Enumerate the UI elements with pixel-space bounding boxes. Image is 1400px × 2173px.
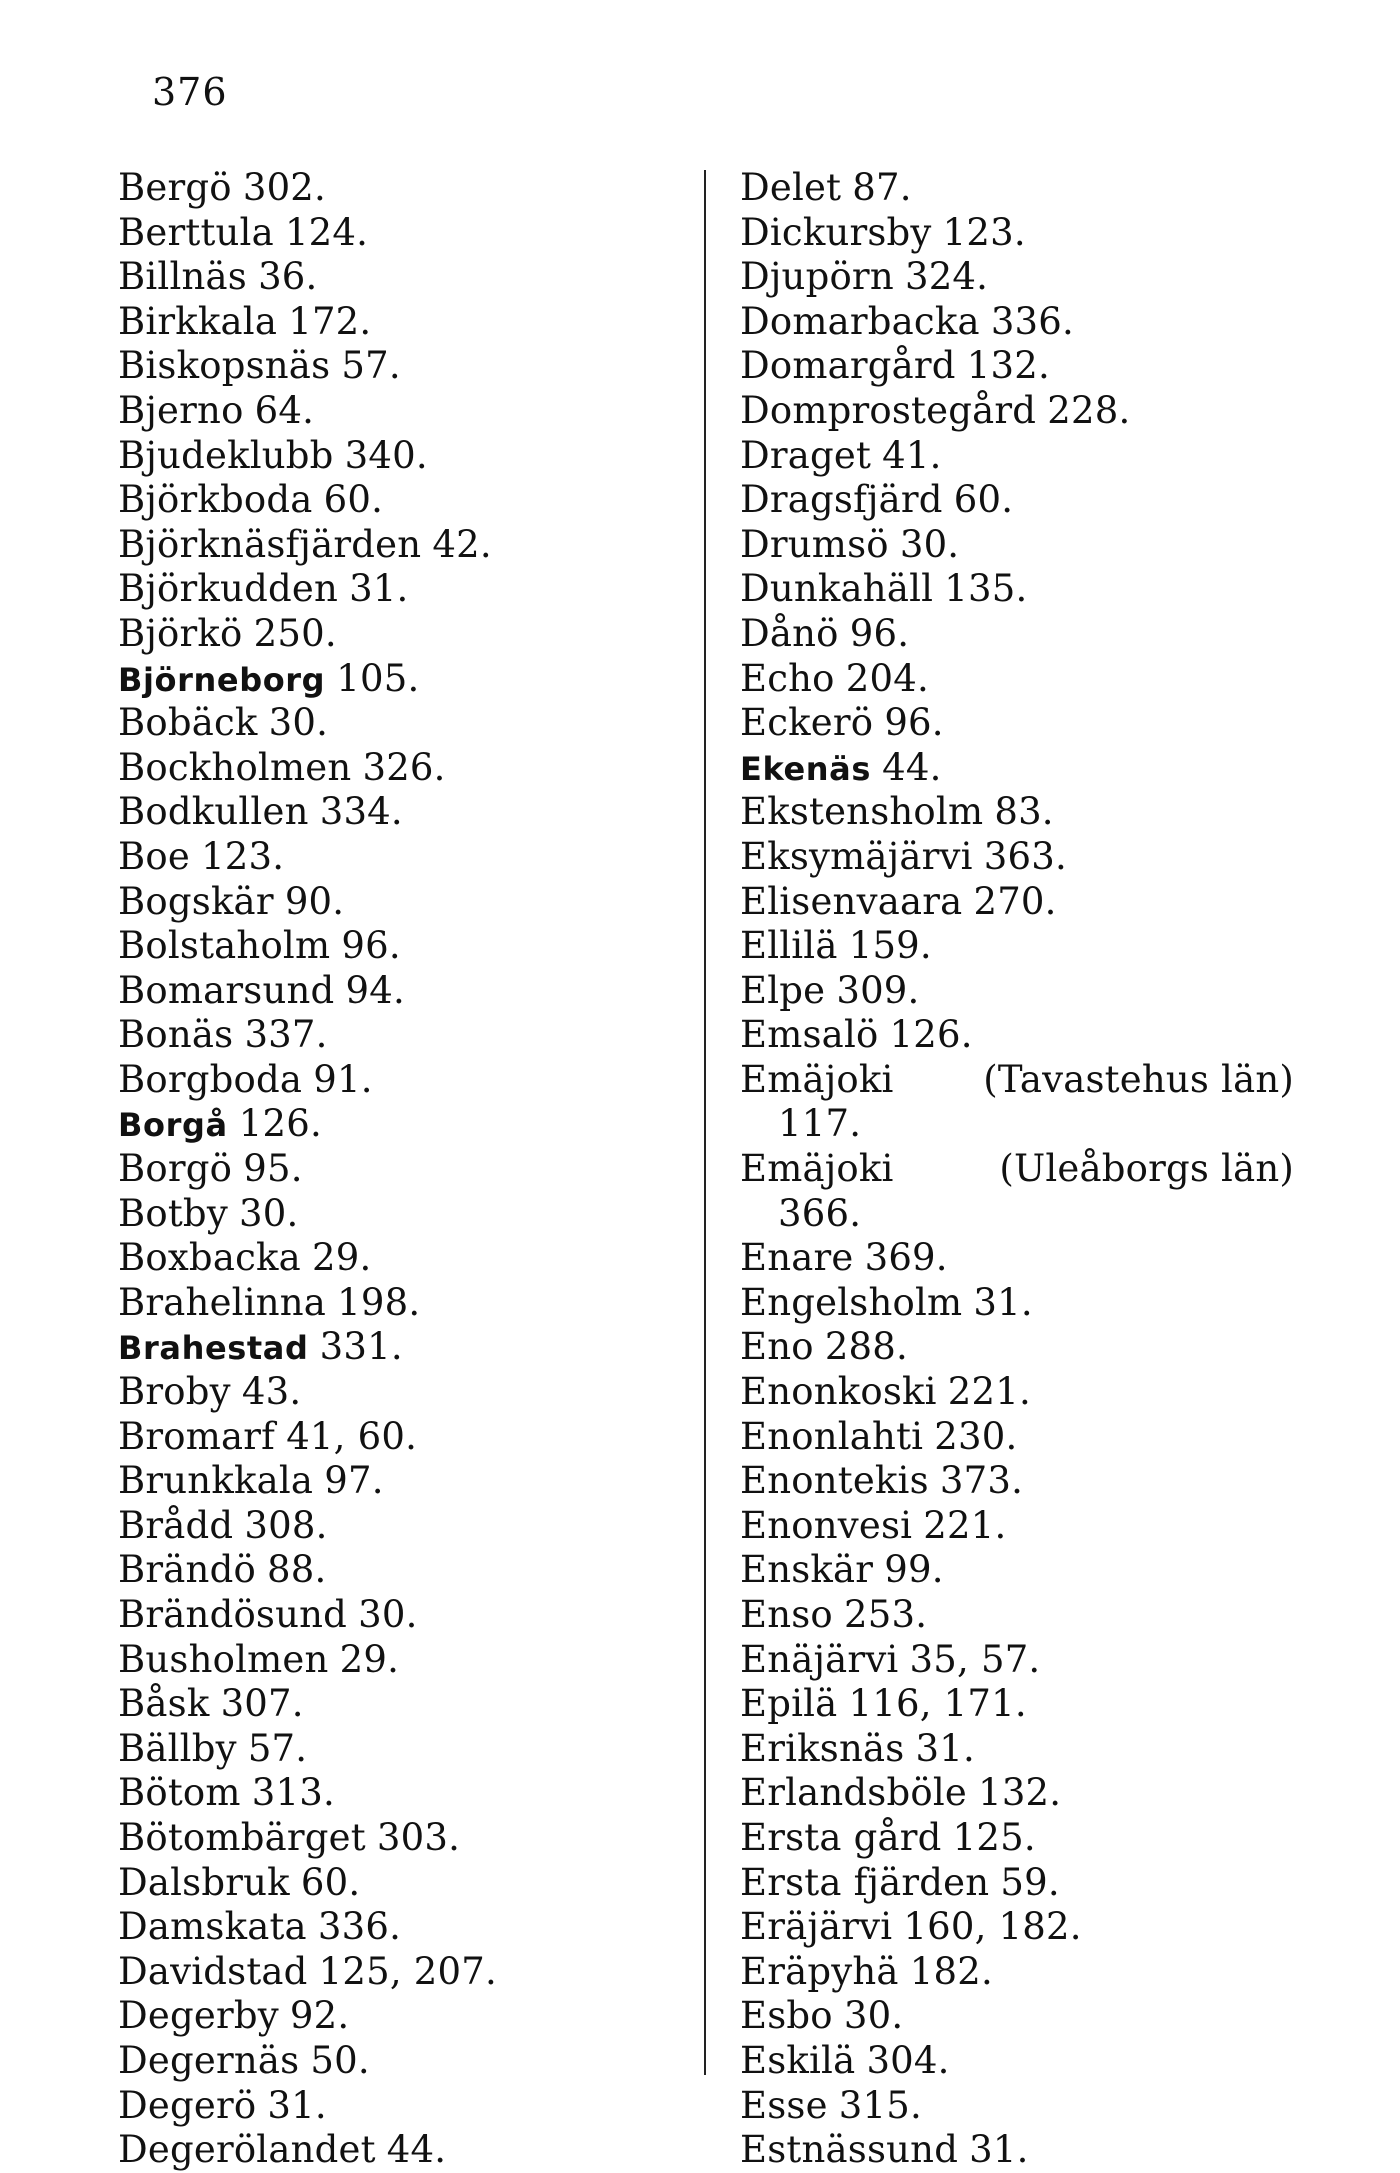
place-name: Bogskär xyxy=(118,879,274,923)
place-name: Bällby xyxy=(118,1726,237,1770)
page-references: 373. xyxy=(939,1459,1024,1503)
place-name: Busholmen xyxy=(118,1637,329,1681)
place-name: Degernäs xyxy=(118,2038,300,2082)
index-entry xyxy=(118,478,678,523)
index-entry xyxy=(118,1147,678,1192)
page-references: 50. xyxy=(310,2038,370,2082)
index-entry xyxy=(740,1861,1300,1906)
place-name: Draget xyxy=(740,433,872,477)
place-name: Billnäs xyxy=(118,255,247,299)
place-name: Brådd xyxy=(118,1503,234,1547)
page-references: 42. xyxy=(432,522,492,566)
page-references: 308. xyxy=(244,1503,328,1547)
place-name: Björkö xyxy=(118,611,243,655)
page-references: 60. xyxy=(300,1860,361,1904)
place-name: 366. xyxy=(778,1191,862,1235)
place-name: Boxbacka xyxy=(118,1236,301,1280)
place-name: Emsalö xyxy=(740,1013,879,1057)
place-name: Enonkoski xyxy=(740,1370,937,1414)
place-name: Domarbacka xyxy=(740,299,980,343)
place-name: Eckerö xyxy=(740,701,874,745)
page-references: 125. xyxy=(952,1815,1036,1859)
page-references: 83. xyxy=(994,790,1054,834)
page-references: 105. xyxy=(336,656,420,700)
place-name: Bötombärget xyxy=(118,1815,366,1859)
place-name: Ersta fjärden xyxy=(740,1860,990,1904)
place-name: Borgå xyxy=(118,1106,228,1145)
index-entry xyxy=(118,1638,678,1683)
place-name: Elisenvaara xyxy=(740,879,963,923)
index-entry xyxy=(740,1593,1300,1638)
index-entry xyxy=(740,478,1300,523)
place-name: Eksymäjärvi xyxy=(740,834,973,878)
index-entry xyxy=(740,880,1300,925)
place-name: Dunkahäll xyxy=(740,567,934,611)
place-name: Dragsfjärd xyxy=(740,478,943,522)
place-name: Elpe xyxy=(740,968,826,1012)
index-entry xyxy=(118,2084,678,2129)
index-entry xyxy=(740,1771,1300,1816)
index-entry xyxy=(118,1994,678,2039)
page-references: 96. xyxy=(341,924,401,968)
place-name: Delet xyxy=(740,166,842,209)
page-references: 57. xyxy=(247,1726,308,1770)
page-references: 123. xyxy=(201,834,285,878)
index-entry xyxy=(118,880,678,925)
page-references: 336. xyxy=(990,299,1074,343)
index-entry xyxy=(118,612,678,657)
page-references: 307. xyxy=(220,1682,304,1726)
place-name: Eno xyxy=(740,1325,814,1369)
page-number: 376 xyxy=(152,70,228,114)
page-references: 91. xyxy=(313,1057,373,1101)
index-entry xyxy=(118,1727,678,1772)
index-entry xyxy=(118,1950,678,1995)
place-name: Enäjärvi xyxy=(740,1637,899,1681)
place-name: Bergö xyxy=(118,166,232,209)
index-entry xyxy=(118,567,678,612)
index-entry xyxy=(118,1905,678,1950)
place-name: Ersta gård xyxy=(740,1815,942,1859)
index-entry xyxy=(118,389,678,434)
index-entry xyxy=(740,1994,1300,2039)
index-entry xyxy=(118,300,678,345)
page-references: 43. xyxy=(241,1370,302,1414)
index-entry xyxy=(118,1593,678,1638)
page-references: 124. xyxy=(284,210,369,254)
place-name: Enontekis xyxy=(740,1459,929,1503)
page-references: 35, 57. xyxy=(909,1637,1041,1681)
place-name: Engelsholm xyxy=(740,1280,963,1324)
place-name: Björknäsfjärden xyxy=(118,522,422,566)
page-references: 369. xyxy=(864,1236,948,1280)
place-name: Enso xyxy=(740,1593,833,1636)
place-name: Bockholmen xyxy=(118,745,352,789)
place-name: Emäjoki xyxy=(740,1057,894,1101)
page-references: 172. xyxy=(288,299,372,343)
index-entry xyxy=(118,835,678,880)
index-entry xyxy=(740,344,1300,389)
page-references: 198. xyxy=(337,1280,421,1324)
page-references: 99. xyxy=(884,1548,944,1592)
place-name: Djupörn xyxy=(740,255,894,299)
page-references: 60. xyxy=(323,478,384,522)
index-entry xyxy=(740,746,1300,791)
index-entry xyxy=(740,1638,1300,1683)
index-entry xyxy=(118,2128,678,2173)
index-entry xyxy=(740,1236,1300,1281)
page-references: 41, 60. xyxy=(286,1414,418,1458)
page-references: 59. xyxy=(1000,1860,1060,1904)
place-name: Enonvesi xyxy=(740,1503,913,1547)
place-name: Bomarsund xyxy=(118,968,335,1012)
page-references: 87. xyxy=(852,166,912,209)
place-name: Eriksnäs xyxy=(740,1726,905,1770)
page-references: 30. xyxy=(843,1994,904,2038)
page-references: 340. xyxy=(344,433,428,477)
index-entry xyxy=(740,434,1300,479)
page-references: 97. xyxy=(324,1459,384,1503)
index-entry xyxy=(740,211,1300,256)
page-references: 44. xyxy=(386,2128,447,2172)
page-references: 302. xyxy=(242,166,327,209)
page-references: 123. xyxy=(942,210,1026,254)
index-entry xyxy=(118,1192,678,1237)
place-name: 117. xyxy=(778,1102,862,1146)
index-entry xyxy=(118,924,678,969)
index-entry xyxy=(118,434,678,479)
page-references: 90. xyxy=(284,879,345,923)
index-entry xyxy=(118,1013,678,1058)
place-name: Davidstad xyxy=(118,1949,308,1993)
index-entry xyxy=(740,1192,1300,1237)
index-entry xyxy=(740,1950,1300,1995)
index-entry xyxy=(118,1281,678,1326)
index-entry xyxy=(740,2039,1300,2084)
index-entry xyxy=(740,1102,1300,1147)
page-references: 44. xyxy=(882,745,942,789)
index-entry xyxy=(118,1058,678,1103)
column-divider xyxy=(704,170,706,2075)
page-references: 64. xyxy=(254,388,315,432)
page-references: 94. xyxy=(345,968,405,1012)
page-references: 132. xyxy=(978,1771,1062,1815)
place-name: Esbo xyxy=(740,1994,833,2038)
index-entry xyxy=(118,1325,678,1370)
place-name: Ekstensholm xyxy=(740,790,984,834)
place-name: Bodkullen xyxy=(118,790,309,834)
place-name: Berttula xyxy=(118,210,274,254)
place-name: Broby xyxy=(118,1370,231,1414)
index-entry xyxy=(118,1236,678,1281)
place-name: Bromarf xyxy=(118,1414,276,1458)
place-name: Drumsö xyxy=(740,522,889,566)
page-references: 31. xyxy=(915,1726,975,1770)
index-entry xyxy=(740,2084,1300,2129)
place-name: Damskata xyxy=(118,1905,307,1949)
place-name: Eräjärvi xyxy=(740,1905,893,1949)
place-name: Ekenäs xyxy=(740,749,872,788)
place-name: Botby xyxy=(118,1191,228,1235)
index-entry xyxy=(118,1771,678,1816)
place-name: Degerö xyxy=(118,2083,257,2127)
index-entry xyxy=(740,1905,1300,1950)
place-name: Dånö xyxy=(740,611,839,655)
page-references: 204. xyxy=(845,656,929,700)
index-entry xyxy=(740,1147,1300,1192)
index-entry xyxy=(740,2128,1300,2173)
place-name: Båsk xyxy=(118,1682,210,1726)
index-entry xyxy=(740,790,1300,835)
page-references: 313. xyxy=(251,1771,335,1815)
page-references: 31. xyxy=(267,2083,327,2127)
page-references: 132. xyxy=(966,344,1050,388)
place-name: Brahestad xyxy=(118,1329,309,1368)
index-entry xyxy=(118,1504,678,1549)
place-name: Bobäck xyxy=(118,701,258,745)
page-references: 125, 207. xyxy=(318,1949,497,1993)
index-entry xyxy=(118,701,678,746)
place-name: Boe xyxy=(118,834,190,878)
index-entry xyxy=(740,835,1300,880)
page-references: (Tavastehus län) xyxy=(983,1057,1294,1101)
page-references: 36. xyxy=(258,255,318,299)
index-entry xyxy=(740,567,1300,612)
index-entry xyxy=(118,790,678,835)
page-references: 60. xyxy=(953,478,1014,522)
index-entry xyxy=(118,1861,678,1906)
index-entry xyxy=(740,1325,1300,1370)
page-references: 30. xyxy=(899,522,960,566)
place-name: Estnässund xyxy=(740,2128,959,2172)
index-entry xyxy=(740,1504,1300,1549)
page-references: 31. xyxy=(973,1280,1033,1324)
page-references: 96. xyxy=(884,701,944,745)
place-name: Bjerno xyxy=(118,388,244,432)
place-name: Domprostegård xyxy=(740,388,1037,432)
index-entry xyxy=(118,746,678,791)
page-references: 135. xyxy=(944,567,1028,611)
place-name: Bötom xyxy=(118,1771,241,1815)
page-references: 88. xyxy=(267,1548,327,1592)
page-references: (Uleåborgs län) xyxy=(999,1147,1294,1191)
index-entry xyxy=(740,389,1300,434)
index-entry xyxy=(740,657,1300,702)
index-entry xyxy=(740,523,1300,568)
place-name: Bolstaholm xyxy=(118,924,331,968)
place-name: Brahelinna xyxy=(118,1280,327,1324)
index-entry xyxy=(740,1370,1300,1415)
page-references: 250. xyxy=(253,611,337,655)
index-entry xyxy=(118,1415,678,1460)
index-entry xyxy=(118,1548,678,1593)
right-index-column xyxy=(740,166,1300,2173)
index-entry xyxy=(740,969,1300,1014)
page-references: 288. xyxy=(824,1325,908,1369)
place-name: Erlandsböle xyxy=(740,1771,967,1815)
index-entry xyxy=(740,166,1300,211)
place-name: Dalsbruk xyxy=(118,1860,290,1904)
index-entry xyxy=(118,657,678,702)
page-references: 253. xyxy=(844,1593,928,1636)
page-references: 41. xyxy=(882,433,942,477)
index-entry xyxy=(740,1816,1300,1861)
page-references: 126. xyxy=(889,1013,973,1057)
index-entry xyxy=(740,1682,1300,1727)
page-references: 126. xyxy=(238,1102,322,1146)
index-entry xyxy=(118,211,678,256)
index-entry xyxy=(118,166,678,211)
place-name: Borgö xyxy=(118,1147,233,1191)
place-name: Degerölandet xyxy=(118,2128,376,2172)
page-references: 92. xyxy=(289,1994,350,2038)
index-entry xyxy=(118,1370,678,1415)
page-references: 30. xyxy=(268,701,329,745)
page-references: 96. xyxy=(849,611,910,655)
index-entry xyxy=(118,1682,678,1727)
page-references: 331. xyxy=(319,1325,403,1369)
page-references: 31. xyxy=(969,2128,1029,2172)
index-entry xyxy=(740,1058,1300,1103)
page-references: 31. xyxy=(349,567,409,611)
page-references: 336. xyxy=(317,1905,402,1949)
place-name: Ellilä xyxy=(740,924,838,968)
page-references: 309. xyxy=(836,968,920,1012)
page-references: 29. xyxy=(311,1236,372,1280)
page-references: 29. xyxy=(339,1637,400,1681)
index-entry xyxy=(740,1281,1300,1326)
place-name: Brändösund xyxy=(118,1593,348,1636)
index-entry xyxy=(740,1548,1300,1593)
page-references: 30. xyxy=(358,1593,418,1636)
index-entry xyxy=(118,1816,678,1861)
index-entry xyxy=(118,523,678,568)
place-name: Domargård xyxy=(740,344,956,388)
place-name: Degerby xyxy=(118,1994,279,2038)
index-entry xyxy=(740,1415,1300,1460)
page-references: 221. xyxy=(947,1370,1031,1414)
place-name: Esse xyxy=(740,2083,828,2127)
place-name: Bonäs xyxy=(118,1013,234,1057)
place-name: Enskär xyxy=(740,1548,874,1592)
left-index-column xyxy=(118,166,678,2173)
page-references: 363. xyxy=(983,834,1067,878)
place-name: Emäjoki xyxy=(740,1147,894,1191)
page-references: 182. xyxy=(909,1949,993,1993)
place-name: Birkkala xyxy=(118,299,278,343)
page-references: 30. xyxy=(239,1191,299,1235)
index-entry xyxy=(118,1459,678,1504)
index-entry xyxy=(740,1013,1300,1058)
index-entry xyxy=(118,255,678,300)
place-name: Bjudeklubb xyxy=(118,433,334,477)
page-references: 230. xyxy=(934,1414,1018,1458)
place-name: Brunkkala xyxy=(118,1459,314,1503)
index-entry xyxy=(118,1102,678,1147)
place-name: Björneborg xyxy=(118,660,326,699)
index-entry xyxy=(740,701,1300,746)
place-name: Björkboda xyxy=(118,478,313,522)
place-name: Brändö xyxy=(118,1548,256,1592)
place-name: Enonlahti xyxy=(740,1414,924,1458)
place-name: Epilä xyxy=(740,1682,838,1726)
index-entry xyxy=(740,255,1300,300)
page-references: 337. xyxy=(244,1013,328,1057)
page-references: 324. xyxy=(904,255,989,299)
index-entry xyxy=(118,344,678,389)
place-name: Borgboda xyxy=(118,1057,303,1101)
place-name: Echo xyxy=(740,656,835,700)
page-references: 160, 182. xyxy=(903,1905,1082,1949)
place-name: Dickursby xyxy=(740,210,932,254)
page-references: 326. xyxy=(362,745,446,789)
index-entry xyxy=(740,1459,1300,1504)
page-references: 159. xyxy=(848,924,932,968)
page-references: 57. xyxy=(341,344,401,388)
place-name: Eskilä xyxy=(740,2038,856,2082)
page-references: 334. xyxy=(319,790,403,834)
index-entry xyxy=(740,300,1300,345)
page-references: 116, 171. xyxy=(848,1682,1027,1726)
place-name: Eräpyhä xyxy=(740,1949,899,1993)
page-references: 228. xyxy=(1047,388,1131,432)
place-name: Björkudden xyxy=(118,567,338,611)
page-references: 304. xyxy=(866,2038,950,2082)
page-references: 221. xyxy=(923,1503,1007,1547)
page-references: 270. xyxy=(973,879,1057,923)
place-name: Enare xyxy=(740,1236,854,1280)
page-references: 303. xyxy=(376,1815,461,1859)
page-references: 95. xyxy=(243,1147,303,1191)
index-entry xyxy=(118,2039,678,2084)
index-entry xyxy=(118,969,678,1014)
index-entry xyxy=(740,1727,1300,1772)
place-name: Biskopsnäs xyxy=(118,344,331,388)
page-references: 315. xyxy=(838,2083,922,2127)
index-entry xyxy=(740,924,1300,969)
index-entry xyxy=(740,612,1300,657)
